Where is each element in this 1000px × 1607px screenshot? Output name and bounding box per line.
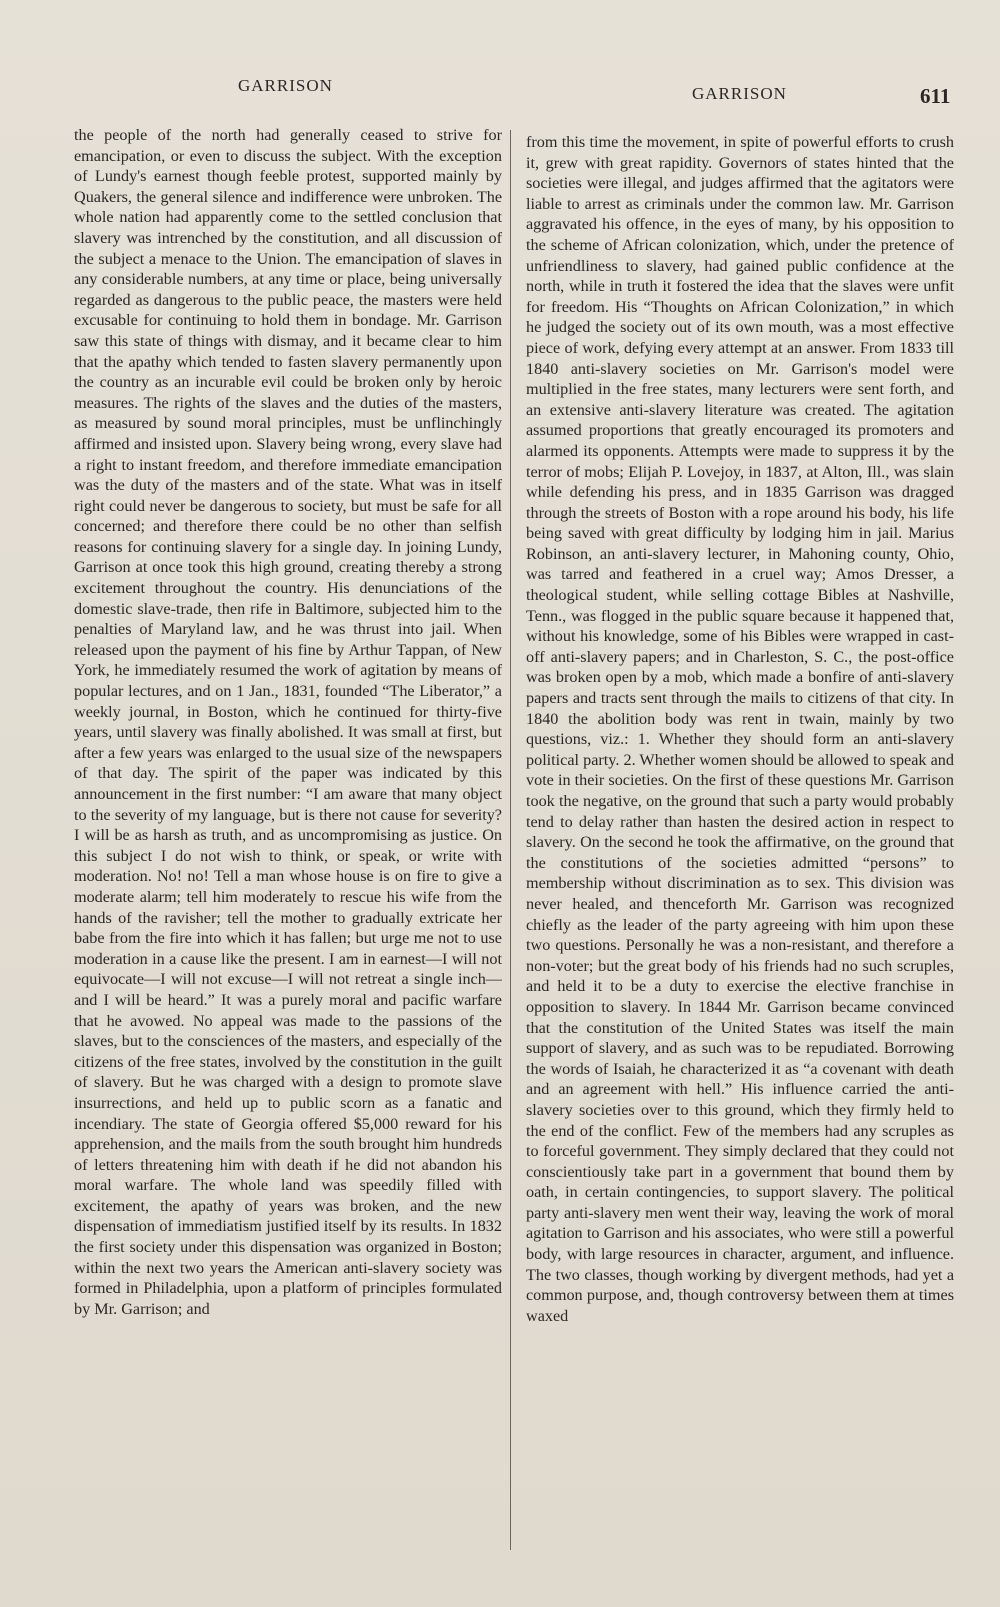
column-divider xyxy=(510,130,511,1550)
column-right-text: from this time the movement, in spite of powerful efforts to crush it, grew with great rapidity. Governors of states hinted that the societies were illegal, and judges affirmed that the agitators were liable to arrest as criminals under the common law. Mr. Garrison aggravated his offence, in the eyes of many, by his opposition to the scheme of African colonization, which, under the pretence of unfriendliness to slavery, had gained public confidence at the north, while in truth it fostered the idea that the slaves were unfit for freedom. His “Thoughts on African Colonization,” in which he judged the society out of its own mouth, was a most effective piece of work, defying every attempt at an answer. From 1833 till 1840 anti-slavery societies on Mr. Garrison's model were multiplied in the free states, many lecturers were sent forth, and an extensive anti-slavery literature was created. The agitation assumed proportions that greatly encouraged its promoters and alarmed its opponents. Attempts were made to suppress it by the terror of mobs; Elijah P. Lovejoy, in 1837, at Alton, Ill., was slain while defending his press, and in 1835 Garrison was dragged through the streets of Boston with a rope around his body, his life being saved with great difficulty by lodging him in jail. Marius Robinson, an anti-slavery lecturer, in Mahoning county, Ohio, was tarred and feathered in a cruel way; Amos Dresser, a theological student, while selling cottage Bibles at Nashville, Tenn., was flogged in the public square because it happened that, without his knowledge, some of his Bibles were wrapped in cast-off anti-slavery papers; and in Charleston, S. C., the post-office was broken open by a mob, which made a bonfire of anti-slavery papers and tracts sent through the mails to citizens of that city. In 1840 the abolition body was rent in twain, mainly by two questions, viz.: 1. Whether they should form an anti-slavery political party. 2. Whether women should be allowed to speak and vote in their societies. On the first of these questions Mr. Garrison took the negative, on the ground that such a party would probably tend to delay rather than hasten the desired action in respect to slavery. On the second he took the affirmative, on the ground that the constitutions of the societies admitted “persons” to membership without discrimination as to sex. This division was never healed, and thenceforth Mr. Garrison was recognized chiefly as the leader of the party agreeing with him upon these two questions. Personally he was a non-resistant, and therefore a non-voter; but the great body of his friends had no such scruples, and held it to be a duty to exercise the elective franchise in opposition to slavery. In 1844 Mr. Garrison became convinced that the constitution of the United States was itself the main support of slavery, and as such was to be repudiated. Borrowing the words of Isaiah, he characterized it as “a covenant with death and an agreement with hell.” His influence carried the anti-slavery societies over to this ground, which they firmly held to the end of the conflict. Few of the members had any scruples as to forceful government. They simply declared that they could not conscientiously take part in a government that bound them by oath, in certain contingencies, to support slavery. The political party anti-slavery men went their way, leaving the work of moral agitation to Garrison and his associates, who were still a powerful body, with large resources in character, argument, and influence. The two classes, though working by divergent methods, had yet a common purpose, and, though controversy between them at times waxed xyxy=(526,133,954,1325)
text-column-left xyxy=(74,125,502,1565)
running-head-right: GARRISON xyxy=(692,84,787,103)
text-column-right xyxy=(526,132,954,1572)
column-left-text: the people of the north had generally ceased to strive for emancipation, or even to discuss the subject. With the exception of Lundy's earnest though feeble protest, supported mainly by Quakers, the general silence and indifference were unbroken. The whole nation had apparently come to the settled conclusion that slavery was intrenched by the constitution, and all discussion of the subject a menace to the Union. The emancipation of slaves in any considerable numbers, at any time or place, being universally regarded as dangerous to the public peace, the masters were held excusable for continuing to hold them in bondage. Mr. Garrison saw this state of things with dismay, and it became clear to him that the apathy which tended to fasten slavery permanently upon the country as an incurable evil could be broken only by heroic measures. The rights of the slaves and the duties of the masters, as measured by sound moral principles, must be unflinchingly affirmed and insisted upon. Slavery being wrong, every slave had a right to instant freedom, and therefore immediate emancipation was the duty of the masters and of the state. What was in itself right could never be dangerous to society, but must be safe for all concerned; and therefore there could be no other than selfish reasons for continuing slavery for a single day. In joining Lundy, Garrison at once took this high ground, creating thereby a strong excitement throughout the country. His denunciations of the domestic slave-trade, then rife in Baltimore, subjected him to the penalties of Maryland law, and he was thrust into jail. When released upon the payment of his fine by Arthur Tappan, of New York, he immediately resumed the work of agitation by means of popular lectures, and on 1 Jan., 1831, founded “The Liberator,” a weekly journal, in Boston, which he continued for thirty-five years, until slavery was finally abolished. It was small at first, but after a few years was enlarged to the usual size of the newspapers of that day. The spirit of the paper was indicated by this announcement in the first number: “I am aware that many object to the severity of my language, but is there not cause for severity? I will be as harsh as truth, and as uncompromising as justice. On this subject I do not wish to think, or speak, or write with moderation. No! no! Tell a man whose house is on fire to give a moderate alarm; tell him moderately to rescue his wife from the hands of the ravisher; tell the mother to gradually extricate her babe from the fire into which it has fallen; but urge me not to use moderation in a cause like the present. I am in earnest—I will not equivocate—I will not excuse—I will not retreat a single inch—and I will be heard.” It was a purely moral and pacific warfare that he avowed. No appeal was made to the passions of the slaves, but to the consciences of the masters, and especially of the citizens of the free states, involved by the constitution in the guilt of slavery. But he was charged with a design to promote slave insurrections, and held up to public scorn as a fanatic and incendiary. The state of Georgia offered $5,000 reward for his apprehension, and the mails from the south brought him hundreds of letters threatening him with death if he did not abandon his moral warfare. The whole land was speedily filled with excitement, the apathy of years was broken, and the new dispensation of immediatism justified itself by its results. In 1832 the first society under this dispensation was organized in Boston; within the next two years the American anti-slavery society was formed in Philadelphia, upon a platform of principles formulated by Mr. Garrison; and xyxy=(74,126,502,1318)
running-header xyxy=(0,70,1000,110)
page-number: 611 xyxy=(920,84,951,108)
running-head-left: GARRISON xyxy=(238,76,333,95)
